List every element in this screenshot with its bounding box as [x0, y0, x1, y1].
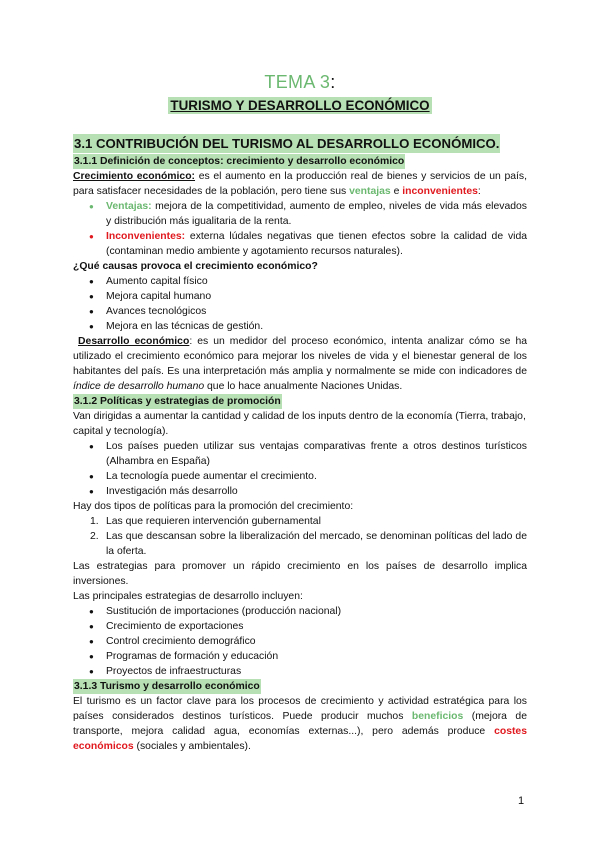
list-item: ● Mejora capital humano — [73, 289, 527, 304]
section-heading-3-1: 3.1 CONTRIBUCIÓN DEL TURISMO AL DESARROLLO ECONÓMICO. — [74, 136, 500, 151]
desarrollo-term: Desarrollo económico — [78, 336, 190, 347]
list-item: ● Aumento capital físico — [73, 274, 527, 289]
causes-question: ¿Qué causas provoca el crecimiento económico? — [73, 261, 318, 272]
list-item: ● Sustitución de importaciones (producción nacional) — [73, 604, 527, 619]
list-item: ● Proyectos de infraestructuras — [73, 664, 527, 679]
idh-term: índice de desarrollo humano — [73, 381, 205, 392]
tema-label: TEMA 3 — [264, 72, 331, 92]
policy-types-list — [73, 514, 527, 559]
subsection-heading-3-1-2: 3.1.2 Políticas y estrategias de promoción — [74, 396, 281, 407]
page-number: 1 — [518, 795, 525, 807]
document-title — [0, 72, 600, 93]
causes-list — [73, 274, 527, 334]
strategies-paragraph: Las estrategias para promover un rápido crecimiento en los países de desarrollo implica inversiones. — [73, 561, 527, 587]
list-item: ● Crecimiento de exportaciones — [73, 619, 527, 634]
strategies-list — [73, 604, 527, 679]
ventajas-keyword: ventajas — [349, 186, 391, 197]
costes-keyword: costes económicos — [73, 726, 527, 752]
tema-colon: : — [330, 72, 336, 92]
document-body — [73, 134, 527, 754]
policy-types-intro: Hay dos tipos de políticas para la promoción del crecimiento: — [73, 501, 354, 512]
list-item: 1. Las que requieren intervención gubernamental — [90, 516, 321, 527]
list-item: ● La tecnología puede aumentar el crecimiento. — [73, 469, 527, 484]
inconvenientes-keyword: inconvenientes — [402, 186, 478, 197]
list-item: 2. Las que descansan sobre la liberalización del mercado, se denominan políticas del lado de la oferta. — [90, 531, 527, 557]
subsection-heading-3-1-3: 3.1.3 Turismo y desarrollo económico — [74, 681, 260, 692]
list-item: ● Mejora en las técnicas de gestión. — [73, 319, 527, 334]
tourism-paragraph: El turismo es un factor clave para los procesos de crecimiento y actividad estratégica para los países considerados destinos turísticos. Puede producir muchos beneficios (mejora de transporte, mejora calidad agua, economías externas...), pero además produce costes económicos (sociales y ambientales). — [73, 696, 527, 752]
list-item: ● Investigación más desarrollo — [73, 484, 527, 499]
subsection-heading-3-1-1: 3.1.1 Definición de conceptos: crecimiento y desarrollo económico — [74, 156, 405, 167]
document-subtitle: TURISMO Y DESARROLLO ECONÓMICO — [170, 98, 430, 113]
list-item: ● Inconvenientes: externa lúdales negativas que tienen efectos sobre la calidad de vida (contaminan medio ambiente y agotamiento recursos naturales). — [73, 229, 527, 259]
crecimiento-paragraph: Crecimiento económico: es el aumento en la producción real de bienes y servicios de un país, para satisfacer necesidades de la población, pero tiene sus ventajas e inconvenientes: — [73, 171, 527, 197]
policies-intro: Van dirigidas a aumentar la cantidad y calidad de los inputs dentro de la economía (Tierra, trabajo, capital y tecnología). — [73, 411, 526, 437]
list-item: ● Avances tecnológicos — [73, 304, 527, 319]
desarrollo-paragraph: Desarrollo económico: es un medidor del proceso económico, intenta analizar cómo se ha utilizado el crecimiento económico para mejorar los niveles de vida y el bienestar general de los habitantes del país. Es una interpretación más amplia y normalmente se mide con indicadores de índice de desarrollo humano que lo hace anualmente Naciones Unidas. — [73, 336, 527, 392]
beneficios-keyword: beneficios — [411, 711, 464, 722]
list-item: ● Ventajas: mejora de la competitividad, aumento de empleo, niveles de vida más elevados y distribución más igualitaria de la renta. — [73, 199, 527, 229]
pros-cons-list — [73, 199, 527, 259]
crecimiento-term: Crecimiento económico: — [73, 171, 196, 182]
list-item: ● Los países pueden utilizar sus ventajas comparativas frente a otros destinos turísticos (Alhambra en España) — [73, 439, 527, 469]
list-item: ● Programas de formación y educación — [73, 649, 527, 664]
strategies-intro: Las principales estrategias de desarrollo incluyen: — [73, 591, 303, 602]
list-item: ● Control crecimiento demográfico — [73, 634, 527, 649]
policy-bullets — [73, 439, 527, 499]
